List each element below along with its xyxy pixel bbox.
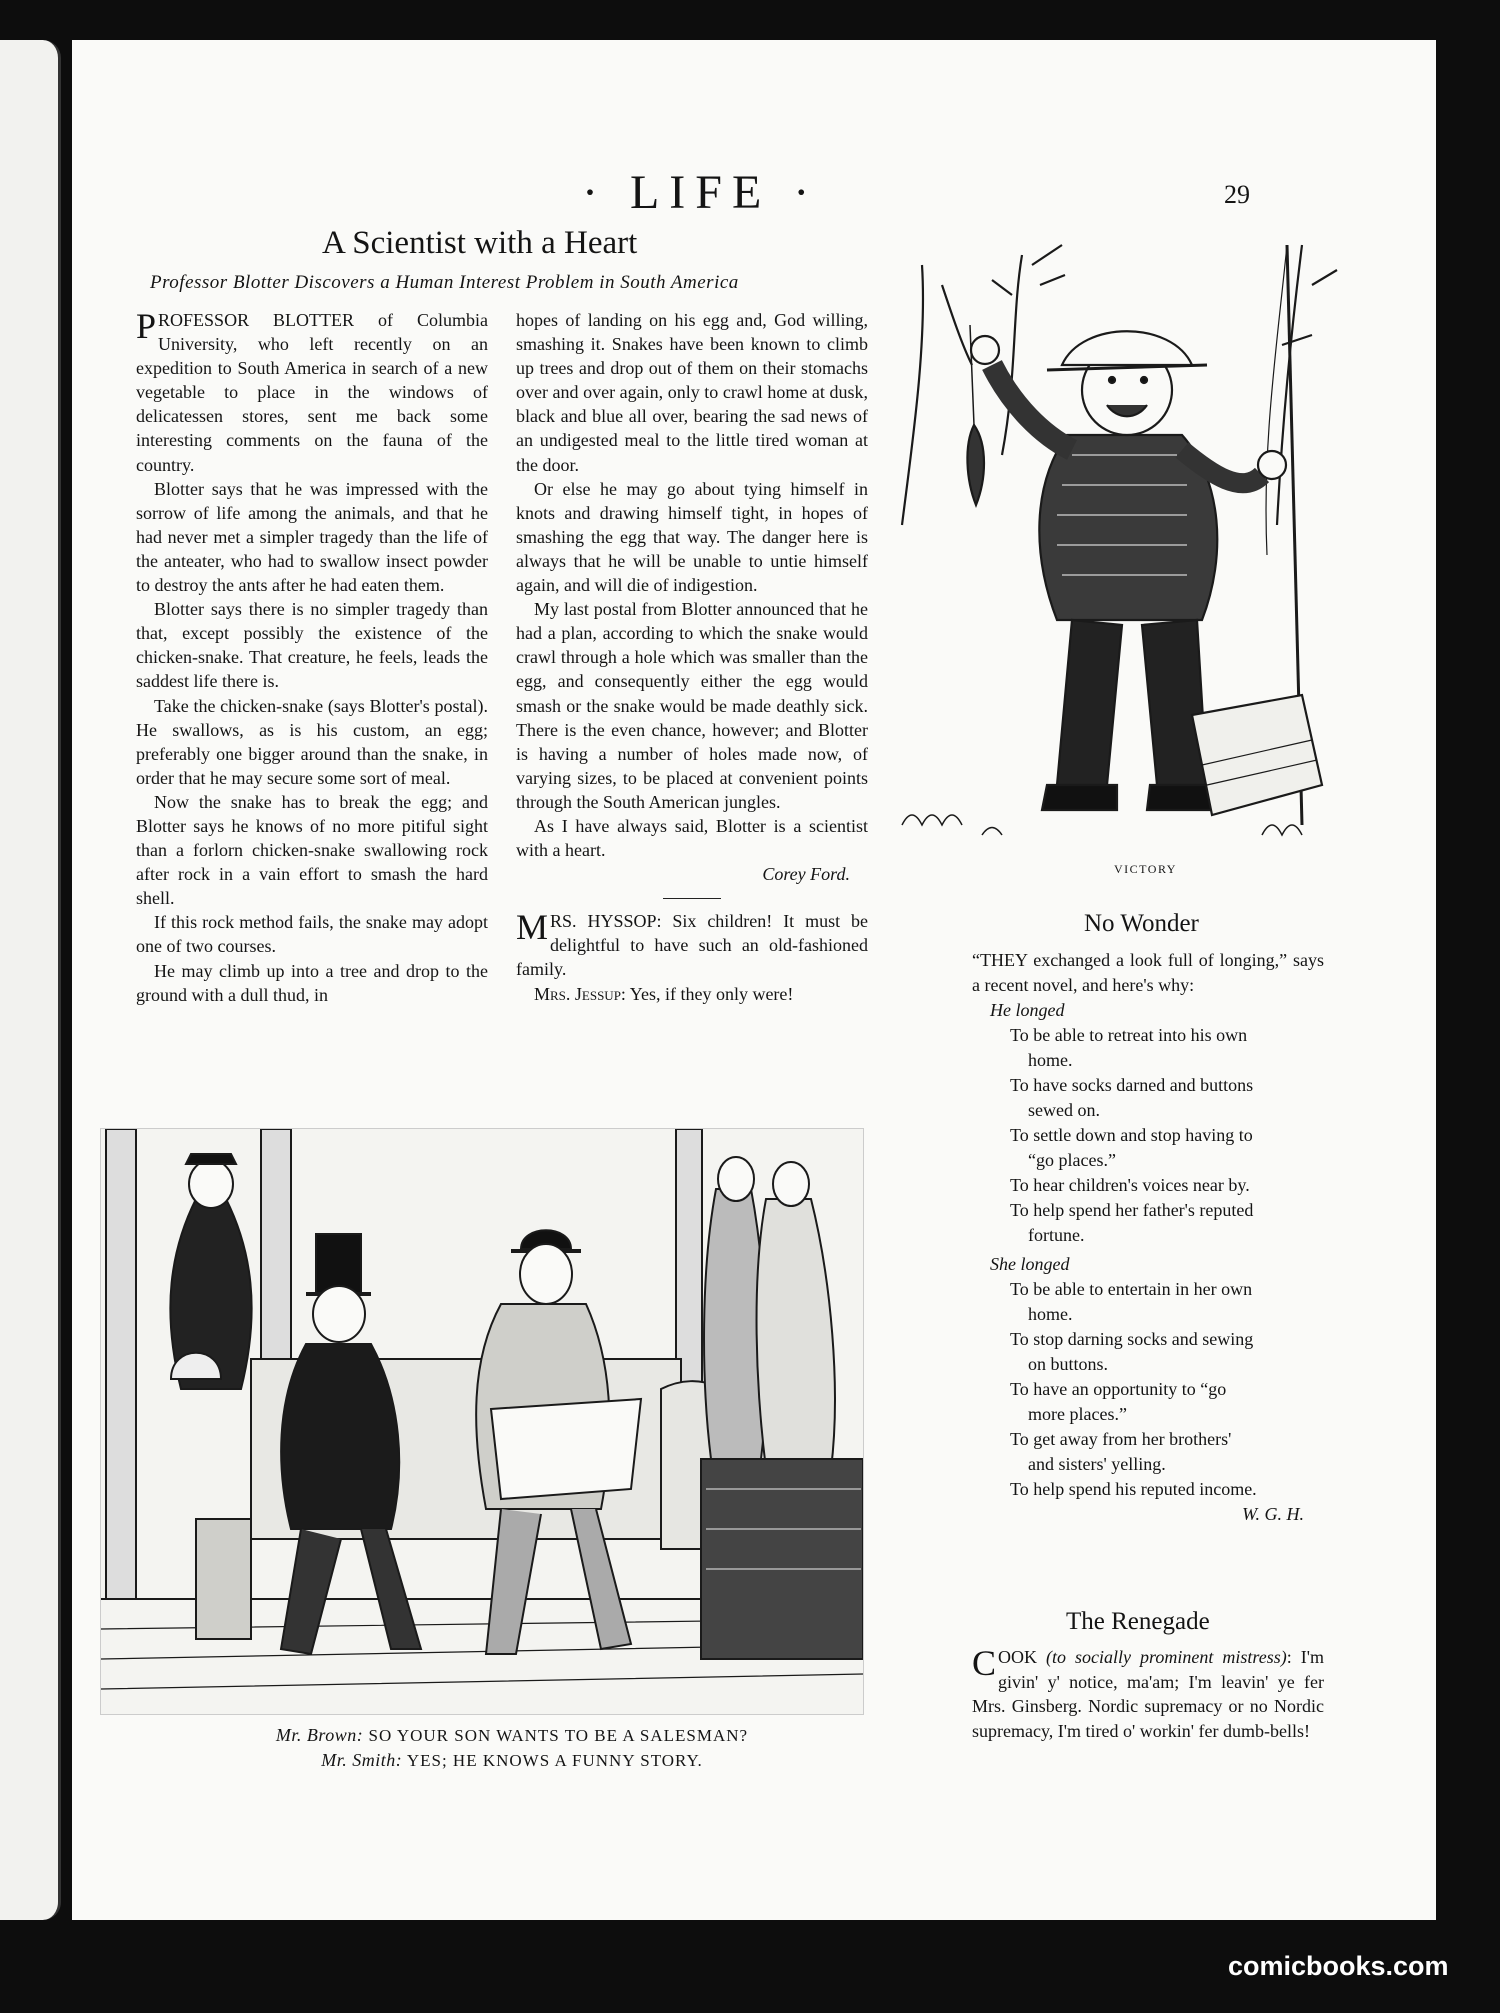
- she-longed-list: [972, 1277, 1324, 1502]
- poem-line: To get away from her brothers': [1010, 1429, 1232, 1449]
- cartoon-caption: [162, 1723, 862, 1773]
- paragraph: He may climb up into a tree and drop to the ground with a dull thud, in: [136, 960, 488, 1005]
- paragraph: PROFESSOR BLOTTER of Columbia University, who left recently on an expedition to South America in search of a new vegetable to place in the windows of delicatessen stores, sent me back some interesting comments on the fauna of the country.: [136, 306, 488, 475]
- poem-line: To be able to retreat into his own: [1010, 1025, 1248, 1045]
- caption-line-2: Mr. Smith: YES; HE KNOWS A FUNNY STORY.: [321, 1750, 703, 1770]
- poem-line-continued: and sisters' yelling.: [1028, 1454, 1166, 1474]
- paragraph: Take the chicken-snake (says Blotter's postal). He swallows, as is his custom, an egg; preferably one bigger around than the snake, in order that he may secure some sort of meal.: [136, 695, 488, 788]
- poem-intro: “THEY exchanged a look full of longing,” says a recent novel, and here's why:: [972, 950, 1324, 995]
- victory-cartoon: [882, 225, 1352, 855]
- masthead: · LIFE ·: [582, 166, 820, 219]
- paragraph: Now the snake has to break the egg; and Blotter says he knows of no more pitiful sight than a forlorn chicken-snake swallowing rock after rock in a vain effort to smash the hard shell.: [136, 791, 488, 909]
- poem-signature: W. G. H.: [1242, 1504, 1304, 1524]
- poem-line: To hear children's voices near by.: [1010, 1175, 1250, 1195]
- drop-cap: P: [136, 306, 157, 346]
- poem-line-continued: fortune.: [1028, 1225, 1085, 1245]
- poem-line-continued: sewed on.: [1028, 1100, 1100, 1120]
- magazine-page: [72, 40, 1436, 1920]
- fisherman-illustration: [882, 225, 1352, 855]
- poem-line: To settle down and stop having to: [1010, 1125, 1253, 1145]
- article-column-1: [136, 308, 488, 1007]
- poem-line-continued: more places.”: [1028, 1404, 1127, 1424]
- renegade-text: COOK (to socially prominent mistress): I'm givin' y' notice, ma'am; I'm leavin' ye fer Mrs. Ginsberg. Nordic supremacy or no Nordic supremacy, I'm tired o' workin' fer dumb-bells!: [972, 1643, 1324, 1741]
- drop-cap: C: [972, 1643, 997, 1683]
- drop-cap: M: [516, 907, 549, 948]
- no-wonder-poem: [972, 948, 1324, 1527]
- paragraph: As I have always said, Blotter is a scientist with a heart.: [516, 815, 868, 861]
- poem-line: To be able to entertain in her own: [1010, 1279, 1253, 1299]
- paragraph: Blotter says that he was impressed with the sorrow of life among the animals, and that he had never met a simpler tragedy than the life of the anteater, who had to swallow insect powder to destroy the ants after he had eaten them.: [136, 478, 488, 596]
- office-illustration: [101, 1129, 863, 1714]
- byline: Corey Ford.: [762, 864, 850, 885]
- poem-line: To help spend his reputed income.: [1010, 1479, 1257, 1499]
- poem-line-continued: “go places.”: [1028, 1150, 1116, 1170]
- she-longed-heading: She longed: [990, 1254, 1070, 1274]
- poem-line-continued: home.: [1028, 1050, 1073, 1070]
- victory-caption: VICTORY: [1114, 862, 1177, 876]
- no-wonder-title: No Wonder: [1084, 910, 1199, 937]
- he-longed-heading: He longed: [990, 1000, 1065, 1020]
- poem-line-continued: on buttons.: [1028, 1354, 1109, 1374]
- poem-line: To help spend her father's reputed: [1010, 1200, 1254, 1220]
- renegade-title: The Renegade: [1066, 1608, 1210, 1635]
- article-subtitle: Professor Blotter Discovers a Human Interest Problem in South America: [150, 272, 739, 293]
- he-longed-list: [972, 1023, 1324, 1248]
- paragraph: Or else he may go about tying himself in knots and drawing himself tight, in hopes of smashing the egg that way. The danger here is always that he will be unable to untie himself again, and will die of indigestion.: [516, 478, 868, 596]
- hyssop-joke: MRS. HYSSOP: Six children! It must be delightful to have such an old-fashioned family.: [516, 907, 869, 980]
- paragraph: My last postal from Blotter announced that he had a plan, according to which the snake would crawl through a hole which was smaller than the egg, and consequently either the egg would smash or the snake would be made deathly sick. There is the even chance, however; and Blotter is having a number of holes made now, of varying sizes, to be placed at convenient points through the South American jungles.: [516, 599, 868, 812]
- caption-line-1: Mr. Brown: SO YOUR SON WANTS TO BE A SALESMAN?: [275, 1725, 749, 1745]
- watermark: comicbooks.com: [1228, 1951, 1449, 1981]
- poem-line: To have socks darned and buttons: [1010, 1075, 1254, 1095]
- page-number: 29: [1224, 180, 1250, 209]
- salesman-cartoon: [100, 1128, 864, 1715]
- paragraph: If this rock method fails, the snake may adopt one of two courses.: [136, 912, 488, 957]
- paragraph: hopes of landing on his egg and, God willing, smashing it. Snakes have been known to climb up trees and drop out of them on their stomachs over and over again, only to crawl home at dusk, black and blue all over, bearing the sad news of an undigested meal to the little tired woman at the door.: [516, 310, 868, 475]
- poem-line: To have an opportunity to “go: [1010, 1379, 1227, 1399]
- divider: [663, 898, 721, 899]
- hyssop-reply: Mrs. Jessup: Yes, if they only were!: [534, 983, 794, 1004]
- poem-line-continued: home.: [1028, 1304, 1073, 1324]
- article-column-2: [516, 308, 868, 1006]
- poem-line: To stop darning socks and sewing: [1010, 1329, 1254, 1349]
- article-title: A Scientist with a Heart: [322, 225, 638, 261]
- paragraph: Blotter says there is no simpler tragedy than that, except possibly the existence of the chicken-snake. That creature, he feels, leads the saddest life there is.: [136, 599, 488, 692]
- facing-page-edge: [0, 40, 61, 1920]
